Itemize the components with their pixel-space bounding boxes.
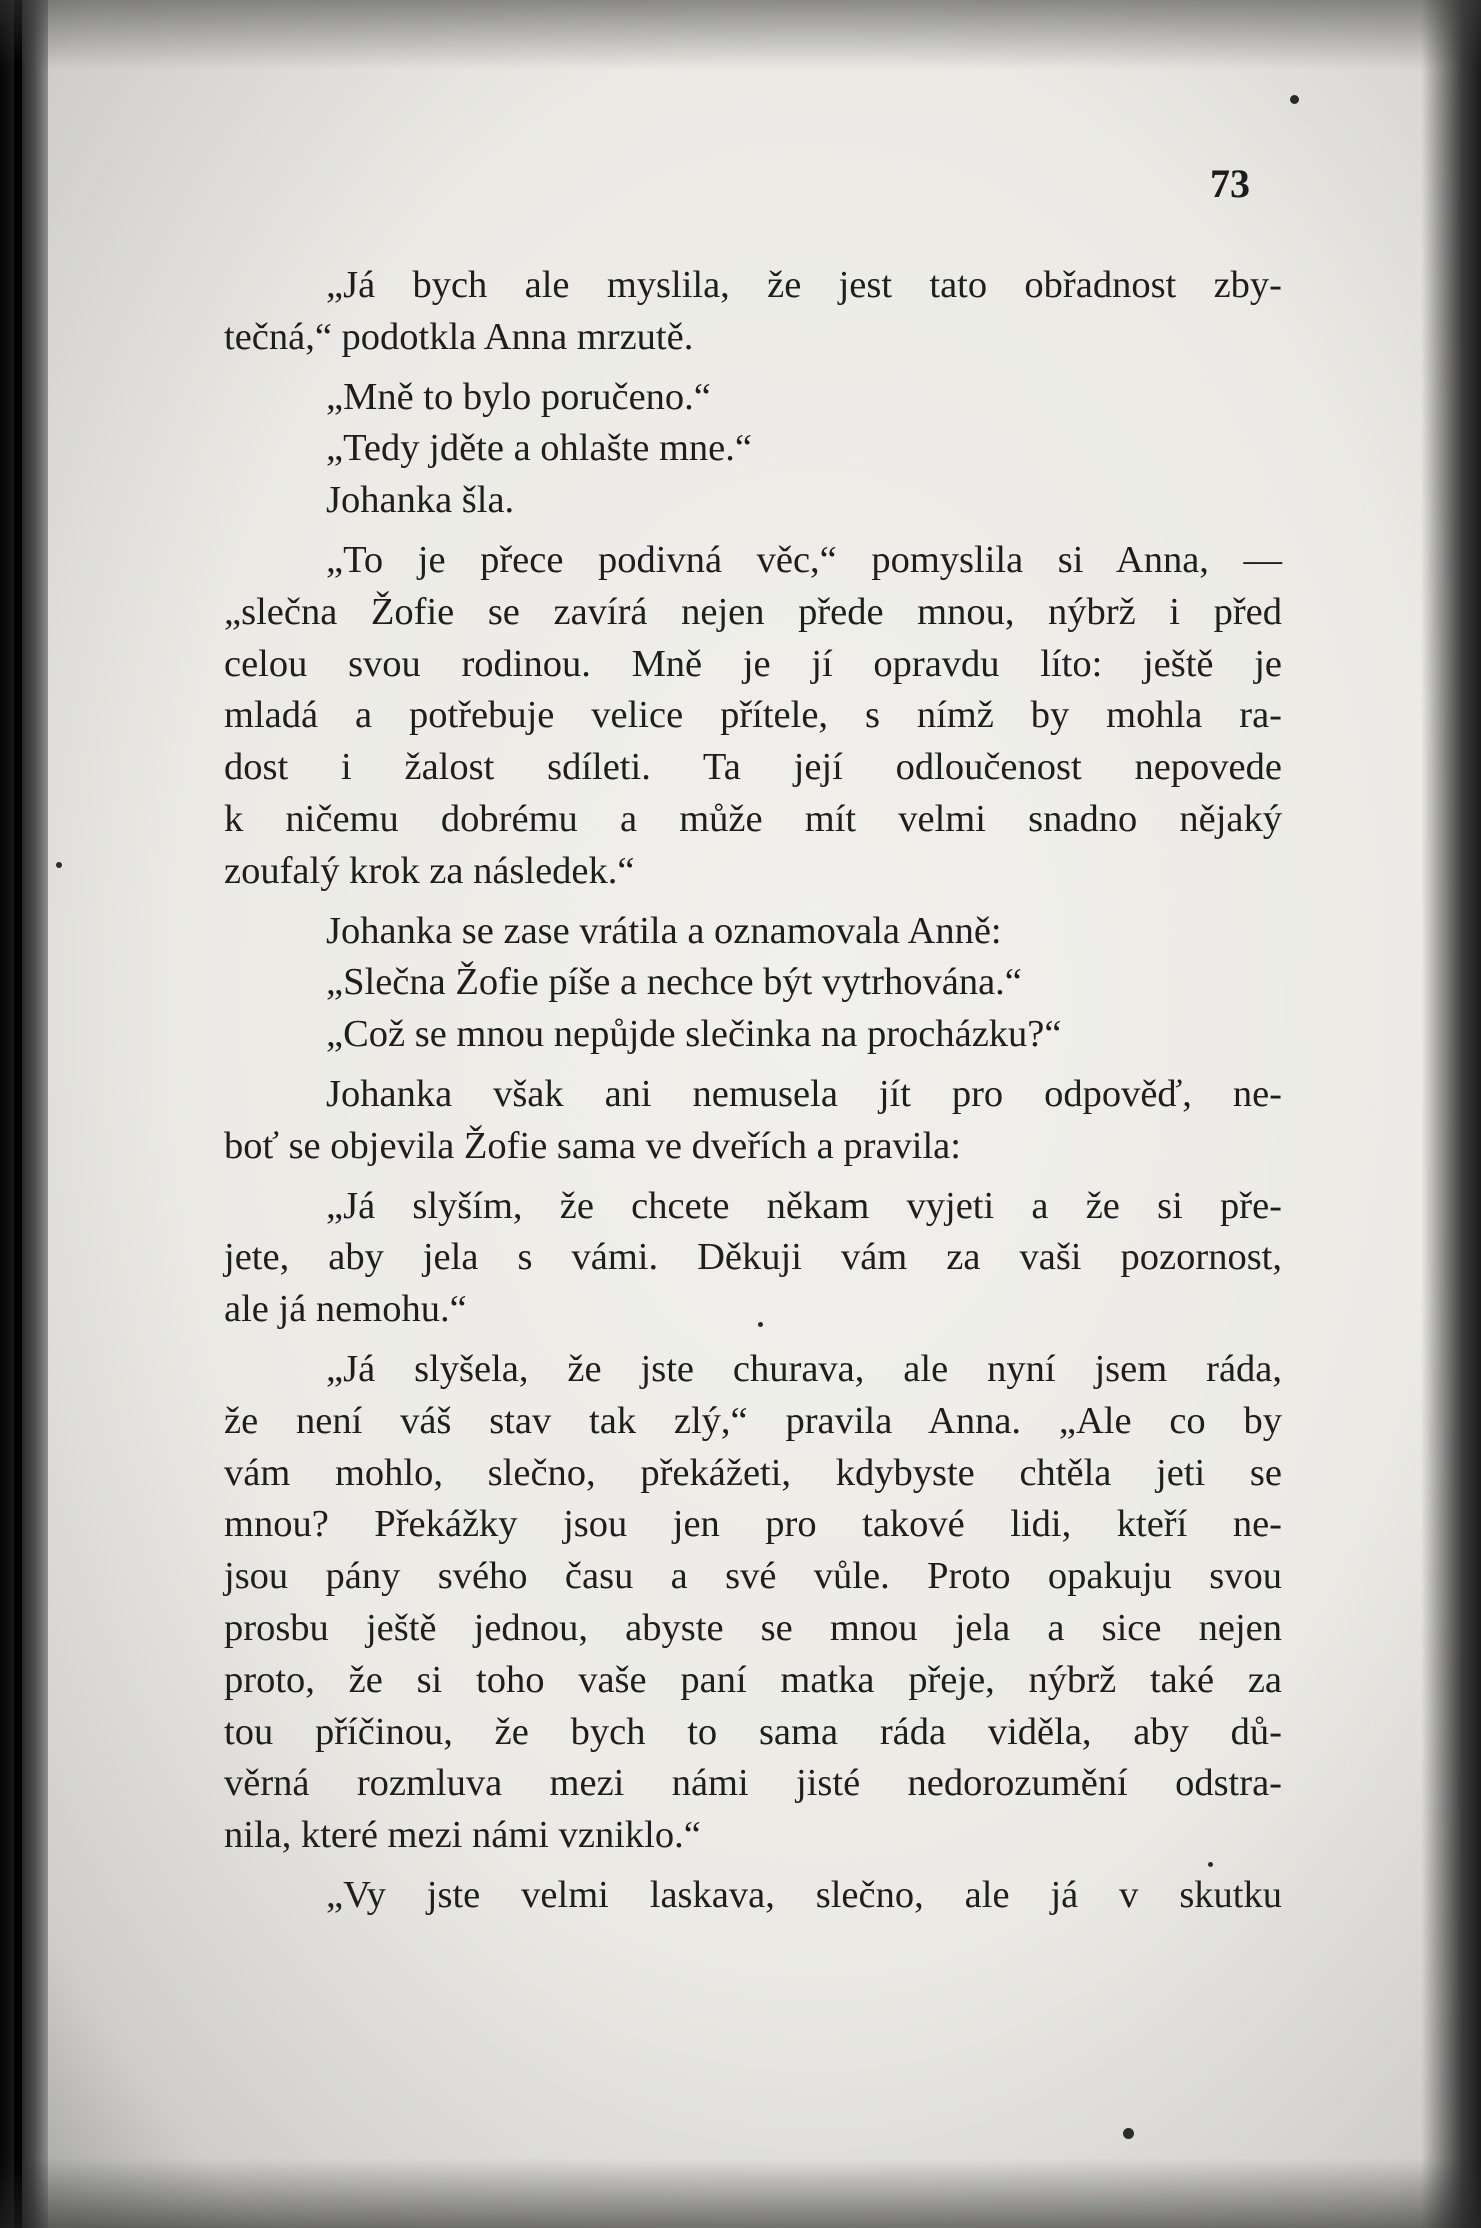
text-line: tečná,“ podotkla Anna mrzutě.: [224, 315, 694, 358]
text-line: celou svou rodinou. Mně je jí opravdu líto: ještě je: [224, 642, 1282, 685]
text-line: jete, aby jela s vámi. Děkuji vám za vaši pozornost,: [224, 1236, 1282, 1279]
text-line: „Slečna Žofie píše a nechce být vytrhována.“: [326, 961, 1022, 1004]
top-edge-shadow: [0, 0, 1481, 70]
text-line: „Což se mnou nepůjde slečinka na procházku?“: [326, 1013, 1062, 1056]
text-line: nila, které mezi námi vzniklo.“: [224, 1814, 701, 1857]
text-line: „Já bych ale myslila, že jest tato obřadnost zby-: [326, 264, 1282, 306]
text-line: že není váš stav tak zlý,“ pravila Anna. „Ale co by: [224, 1399, 1282, 1442]
text-line: Johanka se zase vrátila a oznamovala Anně:: [326, 909, 1002, 952]
text-line: „To je přece podivná věc,“ pomyslila si Anna, —: [326, 538, 1282, 581]
ink-speck: [56, 862, 62, 868]
text-line: „Mně to bylo poručeno.“: [326, 375, 711, 418]
text-line: „Tedy jděte a ohlašte mne.“: [326, 427, 752, 470]
text-line: proto, že si toho vaše paní matka přeje, nýbrž také za: [224, 1658, 1282, 1701]
right-edge-shadow: [1421, 0, 1481, 2228]
book-binding-edge: [0, 0, 48, 2228]
text-line: zoufalý krok za následek.“: [224, 849, 635, 892]
ink-speck: [1290, 95, 1299, 104]
ink-speck: [1208, 1862, 1213, 1867]
text-line: mnou? Překážky jsou jen pro takové lidi, kteří ne-: [224, 1503, 1282, 1546]
text-line: k ničemu dobrému a může mít velmi snadno nějaký: [224, 797, 1282, 840]
text-line: jsou pány svého času a své vůle. Proto opakuju svou: [224, 1555, 1282, 1598]
text-line: Johanka šla.: [326, 479, 515, 522]
ink-speck: [1123, 2128, 1134, 2139]
text-line: prosbu ještě jednou, abyste se mnou jela a sice nejen: [224, 1606, 1282, 1649]
text-line: ale já nemohu.“: [224, 1288, 467, 1331]
text-line: „Já slyším, že chcete někam vyjeti a že si pře-: [326, 1184, 1282, 1227]
text-line: vám mohlo, slečno, překážeti, kdybyste chtěla jeti se: [224, 1451, 1282, 1494]
text-line: věrná rozmluva mezi námi jisté nedorozumění odstra-: [224, 1762, 1282, 1805]
body-text: [224, 260, 1282, 1922]
text-line: tou příčinou, že bych to sama ráda viděla, aby dů-: [224, 1710, 1282, 1753]
text-line: „Já slyšela, že jste churava, ale nyní jsem ráda,: [326, 1347, 1282, 1390]
bottom-edge-shadow: [0, 2158, 1481, 2228]
ink-speck: [758, 1322, 763, 1327]
text-line: dost i žalost sdíleti. Ta její odloučenost nepovede: [224, 746, 1282, 789]
binding-line: [14, 0, 22, 2228]
text-line: mladá a potřebuje velice přítele, s nímž by mohla ra-: [224, 694, 1282, 737]
text-line: „Vy jste velmi laskava, slečno, ale já v skutku: [326, 1873, 1282, 1916]
text-line: „slečna Žofie se zavírá nejen přede mnou, nýbrž i před: [224, 590, 1282, 633]
text-line: boť se objevila Žofie sama ve dveřích a pravila:: [224, 1124, 961, 1167]
page-number: 73: [1210, 161, 1250, 206]
text-line: Johanka však ani nemusela jít pro odpověď, ne-: [326, 1072, 1282, 1115]
